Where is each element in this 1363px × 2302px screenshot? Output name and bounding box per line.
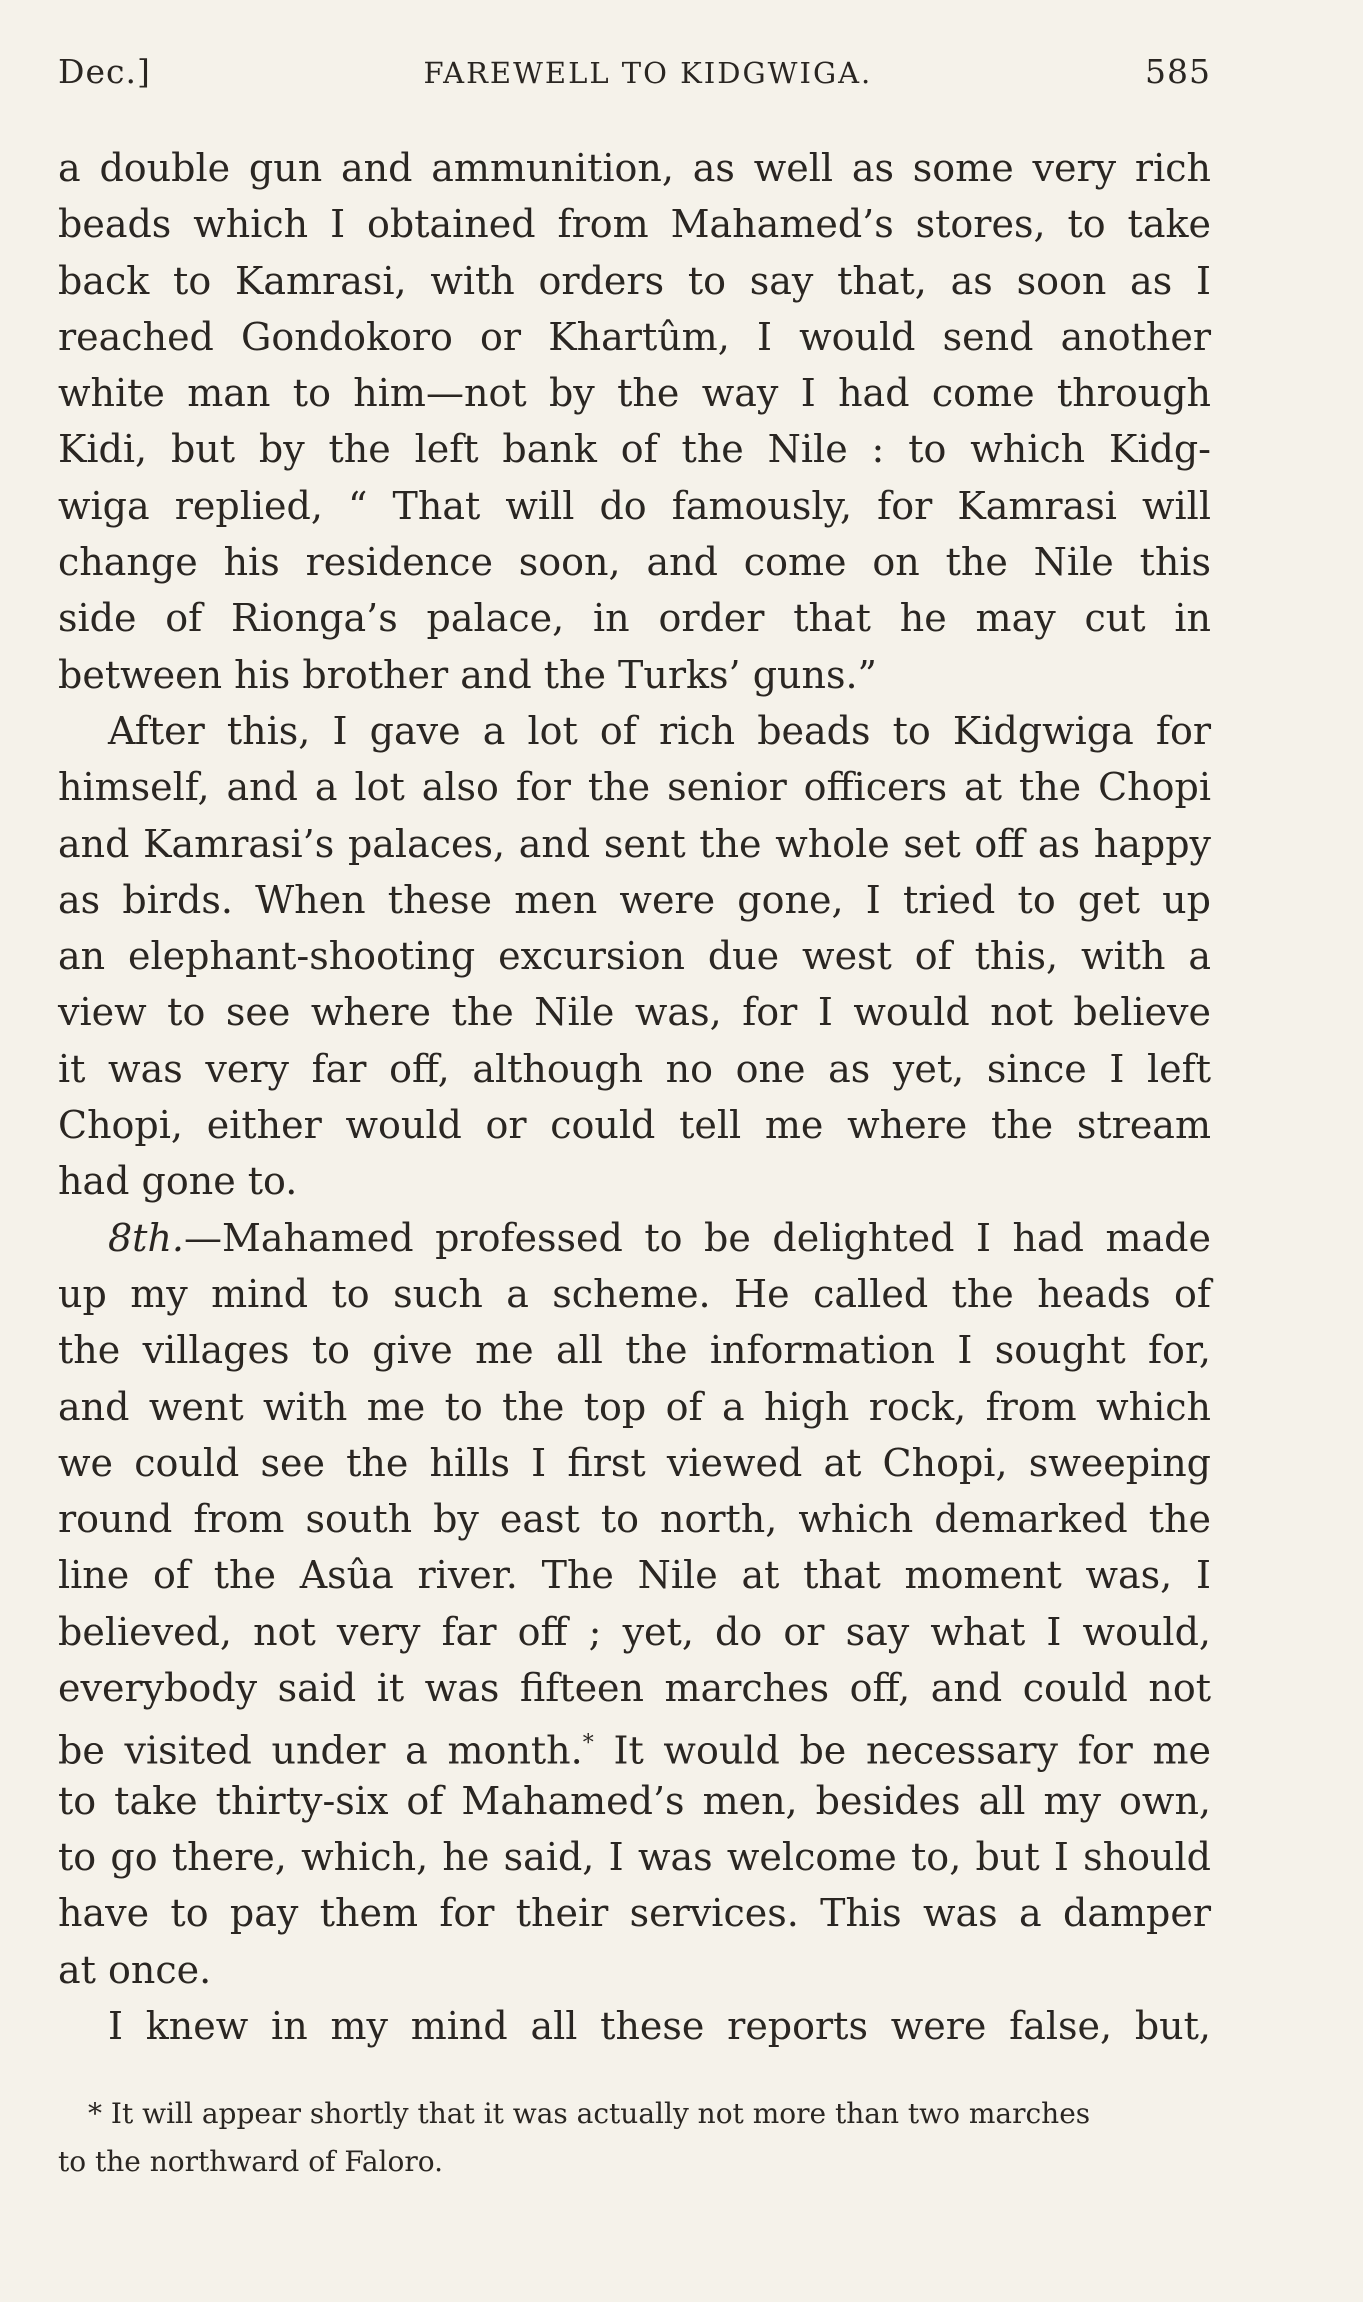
text-segment: It would be necessary for me (593, 1728, 1212, 1773)
text-line: round from south by east to north, which demarked the (58, 1497, 1211, 1542)
text-line: it was very far off, although no one as yet, since I left (58, 1046, 1211, 1091)
text-line: and went with me to the top of a high rock, from which (58, 1384, 1211, 1429)
text-line: everybody said it was fifteen marches off, and could not (58, 1666, 1211, 1711)
body-text (58, 140, 1211, 2054)
text-line: we could see the hills I first viewed at Chopi, sweeping (58, 1440, 1211, 1485)
text-line: to take thirty-six of Mahamed’s men, besides all my own, (58, 1778, 1211, 1823)
paragraph-start-line: After this, I gave a lot of rich beads to Kidgwiga for (108, 708, 1211, 753)
page-number: 585 (1144, 52, 1211, 91)
text-line: wiga replied, “ That will do famously, for Kamrasi will (58, 483, 1211, 528)
text-line: believed, not very far off ; yet, do or say what I would, (58, 1609, 1211, 1654)
text-line: reached Gondokoro or Khartûm, I would send another (58, 314, 1211, 359)
text-line: had gone to. (58, 1159, 298, 1204)
text-line: between his brother and the Turks’ guns.” (58, 652, 877, 697)
text-line: to go there, which, he said, I was welcome to, but I should (58, 1834, 1211, 1879)
footnote-line (58, 2090, 1211, 2138)
text-line-with-footnote (58, 1716, 1211, 1772)
footnote-text: It will appear shortly that it was actually not more than two marches (102, 2097, 1091, 2130)
running-header (58, 52, 1211, 102)
text-line: as birds. When these men were gone, I tried to get up (58, 877, 1211, 922)
text-line: a double gun and ammunition, as well as some very rich (58, 146, 1211, 190)
text-line: white man to him—not by the way I had come through (58, 371, 1211, 416)
footnote (58, 2090, 1211, 2186)
text-line: back to Kamrasi, with orders to say that, as soon as I (58, 258, 1211, 303)
text-line: beads which I obtained from Mahamed’s stores, to take (58, 202, 1211, 247)
date-label: 8th. (108, 1215, 184, 1260)
text-line: view to see where the Nile was, for I would not believe (58, 990, 1211, 1035)
text-line: an elephant-shooting excursion due west of this, with a (58, 934, 1211, 979)
footnote-marker: * (88, 2097, 102, 2130)
footnote-line: to the northward of Faloro. (58, 2145, 443, 2178)
text-line: and Kamrasi’s palaces, and sent the whole set off as happy (58, 821, 1211, 866)
text-line: side of Rionga’s palace, in order that he may cut in (58, 596, 1211, 641)
header-section-mark: Dec.] (58, 52, 151, 91)
text-line: Chopi, either would or could tell me where the stream (58, 1103, 1211, 1148)
text-line: —Mahamed professed to be delighted I had made (184, 1215, 1211, 1260)
text-line: Kidi, but by the left bank of the Nile : to which Kidg- (58, 427, 1211, 472)
text-line: change his residence soon, and come on the Nile this (58, 540, 1211, 585)
footnote-reference: * (582, 1731, 594, 1757)
text-line: at once. (58, 1947, 212, 1992)
paragraph-start-line: I knew in my mind all these reports were false, but, (108, 2003, 1211, 2048)
paragraph-start-line (58, 1210, 1211, 1266)
chapter-title: FAREWELL TO KIDGWIGA. (423, 56, 873, 90)
text-line: have to pay them for their services. This was a damper (58, 1891, 1211, 1936)
text-line: the villages to give me all the information I sought for, (58, 1328, 1211, 1373)
text-line: line of the Asûa river. The Nile at that moment was, I (58, 1553, 1211, 1598)
text-line: up my mind to such a scheme. He called the heads of (58, 1271, 1211, 1316)
text-segment: be visited under a month. (58, 1728, 583, 1773)
text-line: himself, and a lot also for the senior officers at the Chopi (58, 765, 1211, 810)
